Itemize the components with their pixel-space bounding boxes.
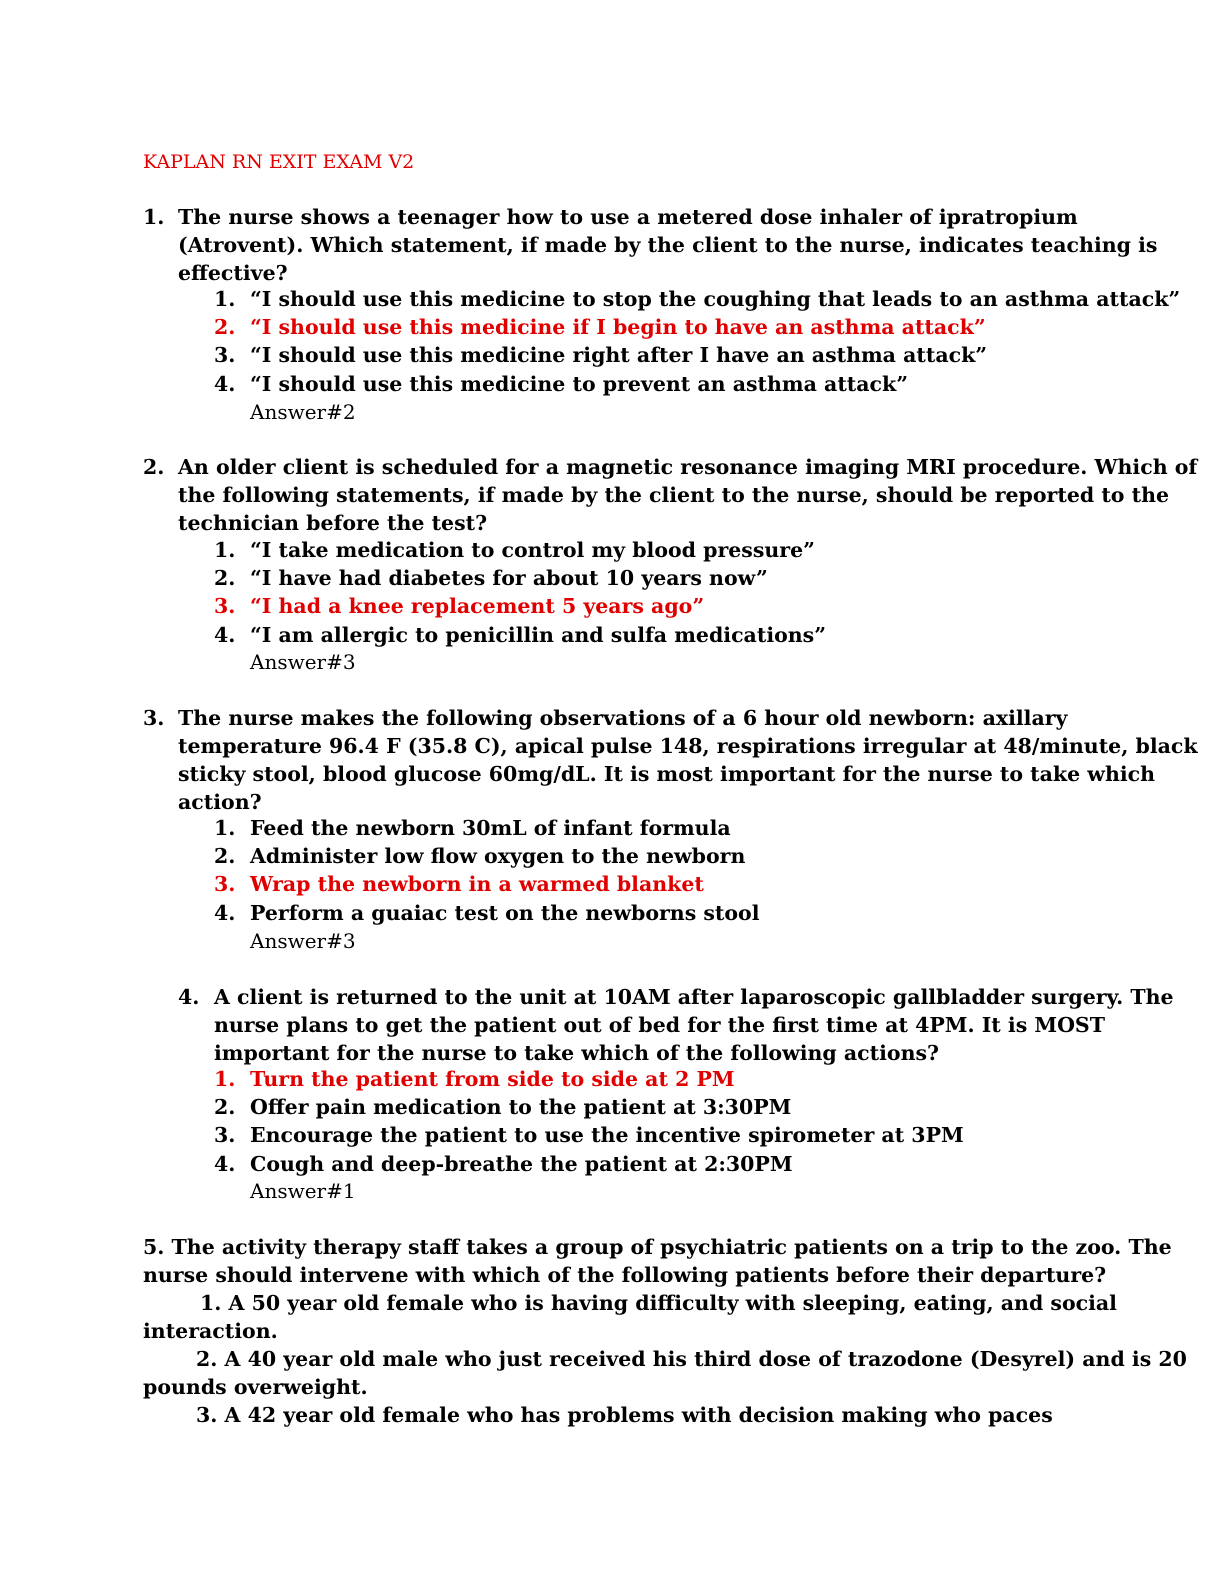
question-5-option-3: 3. A 42 year old female who has problems with decision making who paces	[196, 1403, 1053, 1427]
stem-line: An older client is scheduled for a magnetic resonance imaging MRI procedure. Which of	[178, 455, 1198, 479]
stem-line: the following statements, if made by the client to the nurse, should be reported to the	[178, 483, 1170, 507]
question-5	[143, 1233, 1187, 1429]
document-title: KAPLAN RN EXIT EXAM V2	[143, 151, 415, 173]
question-number: 1.	[143, 205, 165, 229]
stem-line: technician before the test?	[178, 511, 488, 535]
question-number: 4.	[178, 985, 200, 1009]
stem-line: action?	[178, 790, 262, 814]
stem-line: nurse plans to get the patient out of bed for the first time at 4PM. It is MOST	[214, 1013, 1105, 1037]
stem-line: The nurse makes the following observations of a 6 hour old newborn: axillary	[178, 706, 1068, 730]
answer-label: Answer#2	[250, 400, 356, 424]
answer-label: Answer#1	[250, 1179, 356, 1203]
question-5-option-1: 1. A 50 year old female who is having difficulty with sleeping, eating, and social	[200, 1291, 1117, 1315]
question-5-stem-line: 5. The activity therapy staff takes a group of psychiatric patients on a trip to the zoo. The	[143, 1235, 1172, 1259]
document-page: KAPLAN RN EXIT EXAM V2 1. The nurse shows a teenager how to use a metered dose inhaler of ipratropium (Atrovent). Which statement, if made by the client to the nurse, indicates teaching is effective? 1. “I should use this medicine to stop the coughing that leads to an asthma attack” 2. “I should use this medicine if I begin to have an asthma attack” 3. “I should use this medicine right after I have an asthma attack” 4. “I should use this medicine to prevent an asthma attack” Answer#2 2. An older client is scheduled for a magnetic resonance imaging MRI procedure. Which of the following statements, if made by the client to the nurse, should be reported to the technician before the test? 1. “I take medication to control my blood pressure” 2. “I have had diabetes for about 10 years now” 3. “I had a knee replacement 5 years ago” 4. “I am allergic to penicillin and sulfa medications” Answer#3 3. The nurse makes the following observations of a 6 hour old newborn: axillary temperature 96.4 F (35.8 C), apical pulse 148, respirations irregular at 48/minute, black sticky stool, blood glucose 60mg/dL. It is most important for the nurse to take which action? 1. Feed the newborn 30mL of infant formula 2. Administer low flow oxygen to the newborn 3. Wrap the newborn in a warmed blanket 4. Perform a guaiac test on the newborns stool Answer#3 4. A client is returned to the unit at 10AM after laparoscopic gallbladder surgery. The nurse plans to get the patient out of bed for the first time at 4PM. It is MOST important for the nurse to take which of the following actions? 1. Turn the patient from side to side at 2 PM 2. Offer pain medication to the patient at 3:30PM 3. Encourage the patient to use the incentive spirometer at 3PM 4. Cough and deep-breathe the patient at 2:30PM Answer#1 5. The activity therapy staff takes a group of psychiatric patients on a trip to the zoo. The nurse should intervene with which of the following patients before their departure? 1. A 50 year old female who is having difficulty with sleeping, eating, and social interaction. 2. A 40 year old male who just received his third dose of trazodone (Desyrel) and is 20 pounds overweight. 3. A 42 year old female who has problems with decision making who paces	[143, 151, 1198, 1427]
stem-line: The nurse shows a teenager how to use a metered dose inhaler of ipratropium	[178, 205, 1078, 229]
question-5-option-2-cont: pounds overweight.	[143, 1375, 368, 1399]
stem-line: effective?	[178, 261, 288, 285]
stem-line: (Atrovent). Which statement, if made by the client to the nurse, indicates teaching is	[178, 233, 1158, 257]
stem-line: temperature 96.4 F (35.8 C), apical pulse 148, respirations irregular at 48/minute, black	[178, 734, 1198, 758]
question-5-stem-line: nurse should intervene with which of the following patients before their departure?	[143, 1263, 1107, 1287]
stem-line: A client is returned to the unit at 10AM after laparoscopic gallbladder surgery. The	[214, 985, 1174, 1009]
question-number: 2.	[143, 455, 165, 479]
question-number: 3.	[143, 706, 165, 730]
question-5-option-2: 2. A 40 year old male who just received his third dose of trazodone (Desyrel) and is 20	[196, 1347, 1187, 1371]
stem-line: important for the nurse to take which of the following actions?	[214, 1041, 940, 1065]
stem-line: sticky stool, blood glucose 60mg/dL. It is most important for the nurse to take which	[178, 762, 1156, 786]
question-5-option-1-cont: interaction.	[143, 1319, 278, 1343]
answer-label: Answer#3	[250, 929, 356, 953]
answer-label: Answer#3	[250, 650, 356, 674]
